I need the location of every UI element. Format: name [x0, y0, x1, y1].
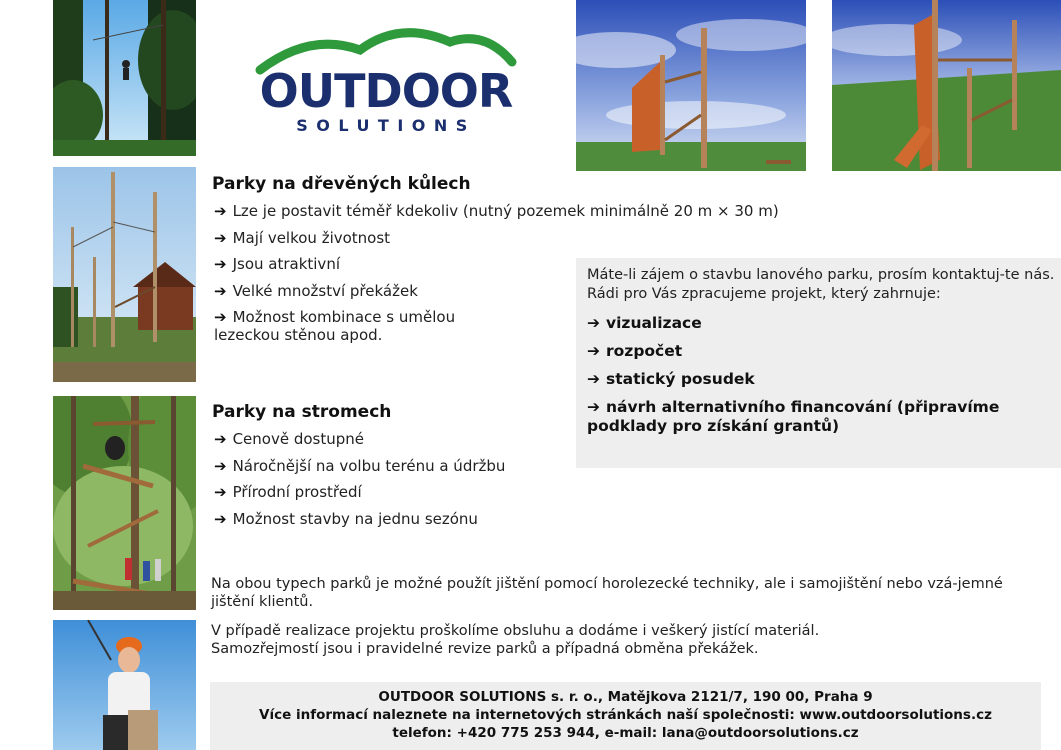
arrow-right-icon: ➔: [214, 456, 227, 475]
list-item: ➔ Lze je postavit téměř kdekoliv (nutný pozemek minimálně 20 m × 30 m): [214, 202, 779, 220]
list-item: ➔ Mají velkou životnost: [214, 228, 391, 247]
arrow-right-icon: ➔: [214, 509, 227, 528]
arrow-right-icon: ➔: [214, 255, 227, 274]
list-item: ➔ Jsou atraktivní: [214, 255, 340, 274]
footer-contact: telefon: +420 775 253 944, e-mail: lana@outdoorsolutions.cz: [392, 725, 859, 741]
arrow-right-icon: ➔: [214, 281, 227, 300]
arrow-right-icon: ➔: [214, 308, 227, 327]
list-item: ➔ statický posudek: [587, 370, 755, 388]
helmet-kid-photo: [53, 620, 196, 750]
section-poles-title: Parky na dřevěných kůlech: [212, 174, 471, 194]
arrow-right-icon: ➔: [587, 370, 600, 388]
contact-footer: [210, 682, 1041, 750]
offer-intro: Máte-li zájem o stavbu lanového parku, prosím kontaktuj-te nás. Rádi pro Vás zpracujeme projekt, který zahrnuje:: [587, 267, 1055, 302]
tree-park-photo: [53, 396, 196, 610]
arrow-right-icon: ➔: [587, 314, 600, 332]
wooden-poles-photo: [53, 167, 196, 382]
training-paragraph: V případě realizace projektu proškolíme obsluhu a dodáme i veškerý jistící materiál. Samozřejmostí jsou i pravidelné revize parků a případná obměna překážek.: [211, 623, 820, 657]
list-item: ➔ vizualizace: [587, 314, 702, 332]
offer-list: [587, 314, 1047, 445]
list-item: ➔ Možnost kombinace s umělou lezeckou stěnou apod.: [214, 308, 456, 345]
logo-subtitle: SOLUTIONS: [296, 116, 476, 135]
arrow-right-icon: ➔: [587, 342, 600, 360]
list-item: ➔ Velké množství překážek: [214, 281, 418, 300]
offer-box: [576, 258, 1061, 468]
section-trees-title: Parky na stromech: [212, 402, 392, 422]
arrow-right-icon: ➔: [587, 398, 600, 416]
tree-climber-photo: [53, 0, 196, 156]
arrow-right-icon: ➔: [214, 228, 227, 247]
footer-website: Více informací naleznete na internetových stránkách naší společnosti: www.outdoorsolutions.cz: [259, 707, 992, 723]
list-item: ➔ návrh alternativního financování (připravíme podklady pro získání grantů): [587, 398, 1000, 435]
list-item: ➔ Cenově dostupné: [214, 430, 364, 448]
list-item: ➔ Náročnější na volbu terénu a údržbu: [214, 456, 506, 475]
climbing-wall-render-2: [832, 0, 1061, 171]
arrow-right-icon: ➔: [214, 483, 227, 502]
arrow-right-icon: ➔: [214, 430, 227, 448]
climbing-wall-render-1: [576, 0, 806, 171]
list-item: ➔ rozpočet: [587, 342, 683, 360]
company-logo: [250, 22, 520, 137]
safety-paragraph: Na obou typech parků je možné použít jištění pomocí horolezecké techniky, ale i samojištění nebo vzá-jemné jištění klientů.: [211, 576, 1003, 610]
arrow-right-icon: ➔: [214, 202, 227, 220]
list-item: ➔ Možnost stavby na jednu sezónu: [214, 509, 478, 528]
logo-word: OUTDOOR: [259, 64, 513, 118]
list-item: ➔ Přírodní prostředí: [214, 483, 362, 502]
section-trees-list: [214, 430, 505, 536]
footer-address: OUTDOOR SOLUTIONS s. r. o., Matějkova 2121/7, 190 00, Praha 9: [378, 689, 873, 705]
